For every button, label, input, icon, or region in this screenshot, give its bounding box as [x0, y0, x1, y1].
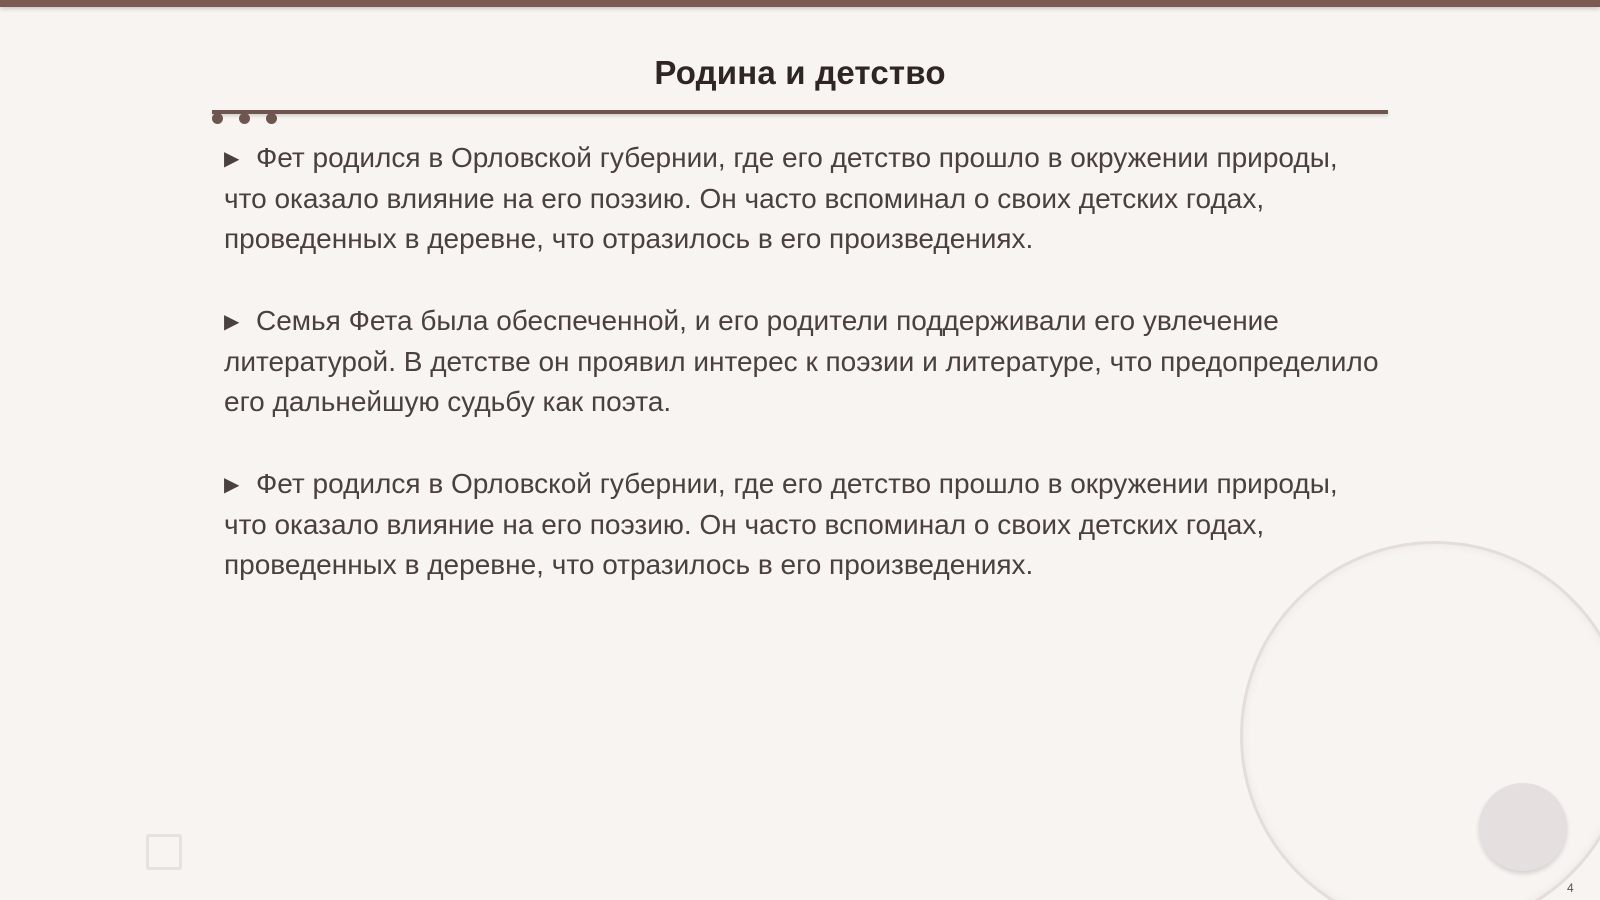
decorative-square	[146, 834, 182, 870]
bullet-text: Фет родился в Орловской губернии, где его детство прошло в окружении природы, что оказало влияние на его поэзию. Он часто вспоминал о своих детских годах, проведенных в деревне, что отразилось в его произведениях.	[224, 142, 1338, 254]
decorative-dot	[212, 113, 223, 124]
triangle-bullet-icon: ▶	[224, 148, 240, 170]
triangle-bullet-icon: ▶	[224, 311, 240, 333]
decorative-dot	[266, 113, 277, 124]
bullet-item	[224, 301, 1386, 422]
triangle-bullet-icon: ▶	[224, 474, 240, 496]
slide-title: Родина и детство	[654, 54, 946, 91]
bullet-list	[224, 138, 1386, 627]
title-underline	[212, 110, 1388, 114]
bullet-text: Фет родился в Орловской губернии, где его детство прошло в окружении природы, что оказало влияние на его поэзию. Он часто вспоминал о своих детских годах, проведенных в деревне, что отразилось в его произведениях.	[224, 468, 1338, 580]
bullet-text: Семья Фета была обеспеченной, и его родители поддерживали его увлечение литературой. В детстве он проявил интерес к поэзии и литературе, что предопределило его дальнейшую судьбу как поэта.	[224, 305, 1379, 417]
bullet-item	[224, 464, 1386, 585]
decorative-dot	[239, 113, 250, 124]
bullet-item	[224, 138, 1386, 259]
decorative-circle	[1479, 783, 1567, 871]
page-number: 4	[1567, 881, 1574, 895]
top-accent-bar	[0, 0, 1600, 7]
